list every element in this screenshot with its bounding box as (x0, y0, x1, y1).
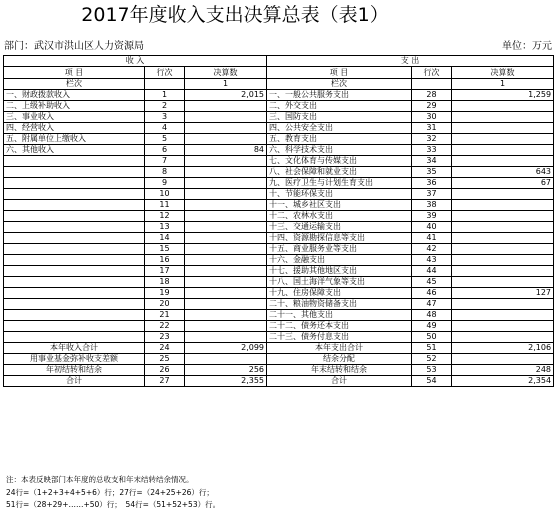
expense-line-cell: 47 (412, 299, 452, 310)
expense-line-cell: 48 (412, 310, 452, 321)
data-row (4, 90, 554, 101)
income-section-header: 收 入 (4, 56, 267, 67)
income-item-cell (4, 277, 145, 288)
data-row (4, 123, 554, 134)
income-amount-cell (185, 167, 267, 178)
expense-line-cell: 49 (412, 321, 452, 332)
income-amount-cell (185, 266, 267, 277)
income-item-cell: 三、事业收入 (4, 112, 145, 123)
expense-item-cell: 九、医疗卫生与计划生育支出 (267, 178, 412, 189)
expense-line-cell: 40 (412, 222, 452, 233)
expense-line-cell: 28 (412, 90, 452, 101)
unit-label: 单位：万元 (502, 41, 552, 52)
expense-line-cell: 50 (412, 332, 452, 343)
expense-item-cell: 合计 (267, 376, 412, 387)
column-header-row (4, 67, 554, 79)
income-amount-cell (185, 211, 267, 222)
income-amount-cell (185, 101, 267, 112)
expense-line-cell: 32 (412, 134, 452, 145)
income-index-line (145, 79, 185, 90)
income-line-cell: 10 (145, 189, 185, 200)
expense-line-cell: 44 (412, 266, 452, 277)
expense-amount-cell (452, 112, 554, 123)
expense-item-cell: 十八、国土海洋气象等支出 (267, 277, 412, 288)
income-amount-cell: 256 (185, 365, 267, 376)
income-item-cell (4, 156, 145, 167)
expense-line-cell: 39 (412, 211, 452, 222)
income-item-cell (4, 167, 145, 178)
expense-line-cell: 37 (412, 189, 452, 200)
expense-item-cell: 二十一、其他支出 (267, 310, 412, 321)
expense-line-cell: 54 (412, 376, 452, 387)
data-row (4, 222, 554, 233)
expense-amount-cell: 2,354 (452, 376, 554, 387)
income-line-cell: 15 (145, 244, 185, 255)
income-amount-cell (185, 244, 267, 255)
expense-amount-cell (452, 332, 554, 343)
expense-line-cell: 45 (412, 277, 452, 288)
income-line-cell: 3 (145, 112, 185, 123)
data-row (4, 101, 554, 112)
expense-line-cell: 46 (412, 288, 452, 299)
data-row (4, 310, 554, 321)
income-item-cell: 用事业基金弥补收支差额 (4, 354, 145, 365)
income-amount-cell (185, 156, 267, 167)
income-index-value: 1 (185, 79, 267, 90)
footnote-line: 注：本表反映部门本年度的总收支和年末结转结余情况。 (6, 475, 194, 484)
summary-row (4, 376, 554, 387)
income-line-cell: 4 (145, 123, 185, 134)
income-line-cell: 13 (145, 222, 185, 233)
income-item-cell: 合计 (4, 376, 145, 387)
expense-amount-cell: 1,259 (452, 90, 554, 101)
expense-line-cell: 33 (412, 145, 452, 156)
expense-item-cell: 三、国防支出 (267, 112, 412, 123)
page-title: 2017年度收入支出决算总表（表1） (81, 4, 389, 26)
expense-amount-cell (452, 266, 554, 277)
data-row (4, 233, 554, 244)
footnote-line: 24行=（1+2+3+4+5+6）行；27行=（24+25+26）行； (6, 487, 214, 497)
expense-amount-cell: 127 (452, 288, 554, 299)
expense-line-cell: 53 (412, 365, 452, 376)
expense-line-cell: 51 (412, 343, 452, 354)
income-amount-cell (185, 288, 267, 299)
expense-index-label: 栏次 (267, 79, 412, 90)
expense-amount-cell (452, 211, 554, 222)
income-item-cell (4, 244, 145, 255)
expense-amount-cell: 2,106 (452, 343, 554, 354)
expense-item-cell: 年末结转和结余 (267, 365, 412, 376)
expense-line-cell: 29 (412, 101, 452, 112)
expense-amount-cell (452, 244, 554, 255)
expense-item-header: 项 目 (267, 67, 412, 79)
income-item-cell: 本年收入合计 (4, 343, 145, 354)
expense-line-cell: 36 (412, 178, 452, 189)
income-amount-cell (185, 222, 267, 233)
expense-index-value: 1 (452, 79, 554, 90)
income-item-cell (4, 266, 145, 277)
income-line-cell: 27 (145, 376, 185, 387)
expense-amount-header: 决算数 (452, 67, 554, 79)
expense-item-cell: 十七、援助其他地区支出 (267, 266, 412, 277)
income-item-cell (4, 200, 145, 211)
income-amount-cell: 2,099 (185, 343, 267, 354)
data-row (4, 255, 554, 266)
expense-amount-cell (452, 101, 554, 112)
income-amount-cell (185, 299, 267, 310)
income-amount-cell (185, 332, 267, 343)
income-line-cell: 1 (145, 90, 185, 101)
income-item-cell: 五、附属单位上缴收入 (4, 134, 145, 145)
income-line-cell: 25 (145, 354, 185, 365)
data-row (4, 288, 554, 299)
income-item-cell: 年初结转和结余 (4, 365, 145, 376)
income-amount-cell: 84 (185, 145, 267, 156)
expense-amount-cell (452, 255, 554, 266)
expense-amount-cell (452, 310, 554, 321)
expense-item-cell: 本年支出合计 (267, 343, 412, 354)
expense-amount-cell (452, 123, 554, 134)
data-row (4, 266, 554, 277)
expense-item-cell: 五、教育支出 (267, 134, 412, 145)
expense-line-cell: 31 (412, 123, 452, 134)
expense-item-cell: 十、节能环保支出 (267, 189, 412, 200)
expense-amount-cell (452, 233, 554, 244)
expense-amount-cell: 248 (452, 365, 554, 376)
summary-row (4, 354, 554, 365)
income-amount-cell: 2,355 (185, 376, 267, 387)
income-line-cell: 14 (145, 233, 185, 244)
income-item-cell: 二、上级补助收入 (4, 101, 145, 112)
income-line-cell: 2 (145, 101, 185, 112)
expense-amount-cell (452, 156, 554, 167)
income-item-cell (4, 233, 145, 244)
expense-amount-cell (452, 200, 554, 211)
expense-line-header: 行次 (412, 67, 452, 79)
expense-amount-cell: 643 (452, 167, 554, 178)
income-item-cell (4, 321, 145, 332)
income-amount-header: 决算数 (185, 67, 267, 79)
department-label: 部门：武汉市洪山区人力资源局 (4, 41, 144, 52)
income-item-cell (4, 255, 145, 266)
data-row (4, 200, 554, 211)
income-amount-cell (185, 112, 267, 123)
income-line-cell: 24 (145, 343, 185, 354)
income-line-cell: 6 (145, 145, 185, 156)
income-line-cell: 17 (145, 266, 185, 277)
budget-table (3, 55, 554, 387)
income-item-cell (4, 222, 145, 233)
summary-row (4, 343, 554, 354)
expense-amount-cell (452, 321, 554, 332)
income-item-cell: 一、财政拨款收入 (4, 90, 145, 101)
income-line-cell: 23 (145, 332, 185, 343)
income-item-cell (4, 310, 145, 321)
income-line-cell: 20 (145, 299, 185, 310)
income-line-cell: 18 (145, 277, 185, 288)
expense-line-cell: 35 (412, 167, 452, 178)
expense-item-cell: 二十、粮油物资储备支出 (267, 299, 412, 310)
expense-line-cell: 43 (412, 255, 452, 266)
expense-item-cell: 十四、资源勘探信息等支出 (267, 233, 412, 244)
expense-line-cell: 42 (412, 244, 452, 255)
income-line-cell: 26 (145, 365, 185, 376)
expense-item-cell: 十三、交通运输支出 (267, 222, 412, 233)
income-amount-cell (185, 200, 267, 211)
data-row (4, 112, 554, 123)
income-item-cell (4, 189, 145, 200)
expense-item-cell: 十二、农林水支出 (267, 211, 412, 222)
income-amount-cell (185, 310, 267, 321)
income-item-cell (4, 288, 145, 299)
data-row (4, 145, 554, 156)
expense-item-cell: 十一、城乡社区支出 (267, 200, 412, 211)
data-row (4, 321, 554, 332)
income-amount-cell (185, 178, 267, 189)
income-line-cell: 16 (145, 255, 185, 266)
income-amount-cell: 2,015 (185, 90, 267, 101)
income-amount-cell (185, 189, 267, 200)
expense-line-cell: 41 (412, 233, 452, 244)
data-row (4, 299, 554, 310)
data-row (4, 244, 554, 255)
expense-item-cell: 二十三、债务付息支出 (267, 332, 412, 343)
income-line-cell: 21 (145, 310, 185, 321)
income-index-label: 栏次 (4, 79, 145, 90)
footnotes (6, 474, 220, 512)
income-amount-cell (185, 354, 267, 365)
income-item-cell (4, 332, 145, 343)
expense-amount-cell (452, 299, 554, 310)
expense-line-cell: 34 (412, 156, 452, 167)
income-item-cell (4, 211, 145, 222)
data-row (4, 277, 554, 288)
income-amount-cell (185, 321, 267, 332)
data-row (4, 156, 554, 167)
expense-item-cell: 四、公共安全支出 (267, 123, 412, 134)
data-row (4, 211, 554, 222)
expense-line-cell: 52 (412, 354, 452, 365)
expense-line-cell: 30 (412, 112, 452, 123)
section-header-row (4, 56, 554, 67)
expense-item-cell: 结余分配 (267, 354, 412, 365)
income-line-cell: 22 (145, 321, 185, 332)
income-amount-cell (185, 277, 267, 288)
summary-row (4, 365, 554, 376)
expense-amount-cell: 67 (452, 178, 554, 189)
expense-index-line (412, 79, 452, 90)
expense-item-cell: 二十二、债务还本支出 (267, 321, 412, 332)
data-row (4, 189, 554, 200)
expense-item-cell: 一、一般公共服务支出 (267, 90, 412, 101)
data-row (4, 134, 554, 145)
income-line-cell: 12 (145, 211, 185, 222)
expense-item-cell: 二、外交支出 (267, 101, 412, 112)
data-row (4, 167, 554, 178)
expense-item-cell: 七、文化体育与传媒支出 (267, 156, 412, 167)
data-row (4, 332, 554, 343)
expense-amount-cell (452, 354, 554, 365)
income-item-cell (4, 178, 145, 189)
expense-amount-cell (452, 189, 554, 200)
column-index-row (4, 79, 554, 90)
income-line-cell: 11 (145, 200, 185, 211)
income-line-header: 行次 (145, 67, 185, 79)
expense-item-cell: 十五、商业服务业等支出 (267, 244, 412, 255)
income-line-cell: 5 (145, 134, 185, 145)
income-amount-cell (185, 134, 267, 145)
expense-amount-cell (452, 222, 554, 233)
expense-amount-cell (452, 134, 554, 145)
income-item-header: 项 目 (4, 67, 145, 79)
income-item-cell (4, 299, 145, 310)
income-line-cell: 8 (145, 167, 185, 178)
expense-item-cell: 六、科学技术支出 (267, 145, 412, 156)
expense-item-cell: 八、社会保障和就业支出 (267, 167, 412, 178)
income-amount-cell (185, 233, 267, 244)
expense-amount-cell (452, 145, 554, 156)
expense-amount-cell (452, 277, 554, 288)
expense-item-cell: 十六、金融支出 (267, 255, 412, 266)
expense-item-cell: 十九、住房保障支出 (267, 288, 412, 299)
expense-section-header: 支 出 (267, 56, 554, 67)
footnote-line: 51行=（28+29+……+50）行； 54行=（51+52+53）行。 (6, 500, 221, 509)
income-item-cell: 四、经营收入 (4, 123, 145, 134)
income-line-cell: 7 (145, 156, 185, 167)
expense-line-cell: 38 (412, 200, 452, 211)
data-row (4, 178, 554, 189)
income-line-cell: 19 (145, 288, 185, 299)
income-item-cell: 六、其他收入 (4, 145, 145, 156)
income-line-cell: 9 (145, 178, 185, 189)
income-amount-cell (185, 255, 267, 266)
income-amount-cell (185, 123, 267, 134)
